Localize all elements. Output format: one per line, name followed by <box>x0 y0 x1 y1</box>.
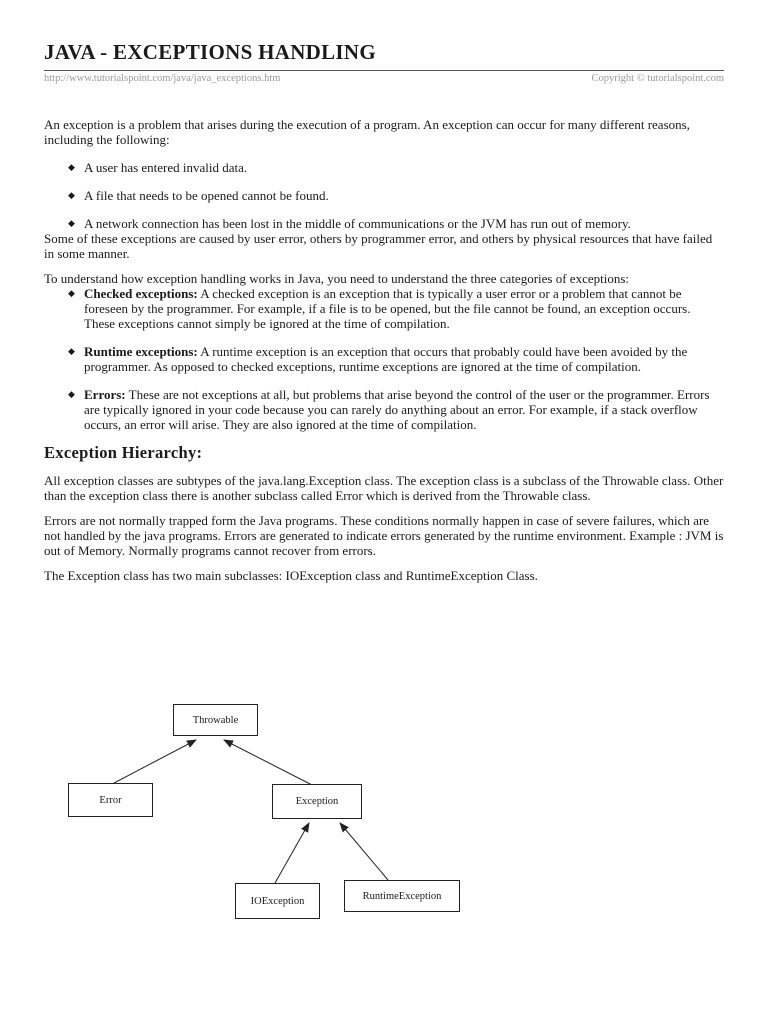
arrow-ioexception-to-exception <box>275 823 309 883</box>
categories-intro: To understand how exception handling works in Java, you need to understand the three categories of exceptions: <box>44 271 630 286</box>
list-item <box>44 286 724 331</box>
list-item: ◆ A network connection has been lost in the middle of communications or the JVM has run out of memory. <box>68 216 631 231</box>
bullet-icon: ◆ <box>68 346 75 356</box>
causes-paragraph: Some of these exceptions are caused by user error, others by programmer error, and others by physical resources that have failed in some manner. <box>44 231 713 261</box>
bullet-icon: ◆ <box>68 162 75 172</box>
hierarchy-paragraph-1: All exception classes are subtypes of the java.lang.Exception class. The exception class is a subclass of the Throwable class. Other than the exception class there is another subclass called Error which is derived from the Throwable class. <box>44 473 724 503</box>
intro-paragraph: An exception is a problem that arises during the execution of a program. An exception can occur for many different reasons, including the following: <box>44 117 690 147</box>
runtime-exception-box: RuntimeException <box>344 880 460 912</box>
hierarchy-paragraph-2: Errors are not normally trapped form the Java programs. These conditions normally happen in case of severe failures, which are not handled by the java programs. Errors are generated to indicate errors generated by the runtime environment. Example : JVM is out of Memory. Normally programs cannot recover from errors. <box>44 513 724 558</box>
arrow-error-to-throwable <box>114 740 196 783</box>
category-desc: A runtime exception is an exception that occurs that probably could have been avoided by the programmer. As opposed to checked exceptions, runtime exceptions are ignored at the time of compilation. <box>84 344 688 374</box>
list-item: ◆ A file that needs to be opened cannot be found. <box>68 188 329 203</box>
list-item <box>44 387 724 432</box>
arrow-exception-to-throwable <box>224 740 314 786</box>
category-term: Checked exceptions: <box>84 286 198 301</box>
exception-box: Exception <box>272 784 362 819</box>
categories-list <box>44 286 724 432</box>
section-heading: Exception Hierarchy: <box>44 443 203 462</box>
intro-list <box>44 160 724 231</box>
page-title: JAVA - EXCEPTIONS HANDLING <box>44 40 724 71</box>
bullet-icon: ◆ <box>68 218 75 228</box>
copyright-notice: Copyright © tutorialspoint.com <box>591 73 724 84</box>
error-box: Error <box>68 783 153 817</box>
arrow-runtime-to-exception <box>340 823 388 880</box>
category-desc: These are not exceptions at all, but problems that arise beyond the control of the user or the programmer. Errors are typically ignored in your code because you can rarely do anything about an error. For example, if a stack overflow occurs, an error will arise. They are also ignored at the time of compilation. <box>84 387 710 432</box>
category-term: Errors: <box>84 387 126 402</box>
list-item: ◆ A user has entered invalid data. <box>68 160 248 175</box>
list-item <box>44 344 724 374</box>
category-desc: A checked exception is an exception that is typically a user error or a problem that cannot be foreseen by the programmer. For example, if a file is to be opened, but the file cannot be found, an exception occurs. These exceptions cannot simply be ignored at the time of compilation. <box>84 286 691 331</box>
bullet-icon: ◆ <box>68 389 75 399</box>
bullet-icon: ◆ <box>68 288 75 298</box>
bullet-icon: ◆ <box>68 190 75 200</box>
throwable-box: Throwable <box>173 704 258 736</box>
hierarchy-paragraph-3: The Exception class has two main subclasses: IOException class and RuntimeException Class. <box>44 568 538 583</box>
ioexception-box: IOException <box>235 883 320 919</box>
page <box>44 40 724 583</box>
page-subheader <box>44 73 724 84</box>
source-url: http://www.tutorialspoint.com/java/java_exceptions.htm <box>44 73 281 84</box>
category-term: Runtime exceptions: <box>84 344 198 359</box>
article-body <box>44 117 724 583</box>
